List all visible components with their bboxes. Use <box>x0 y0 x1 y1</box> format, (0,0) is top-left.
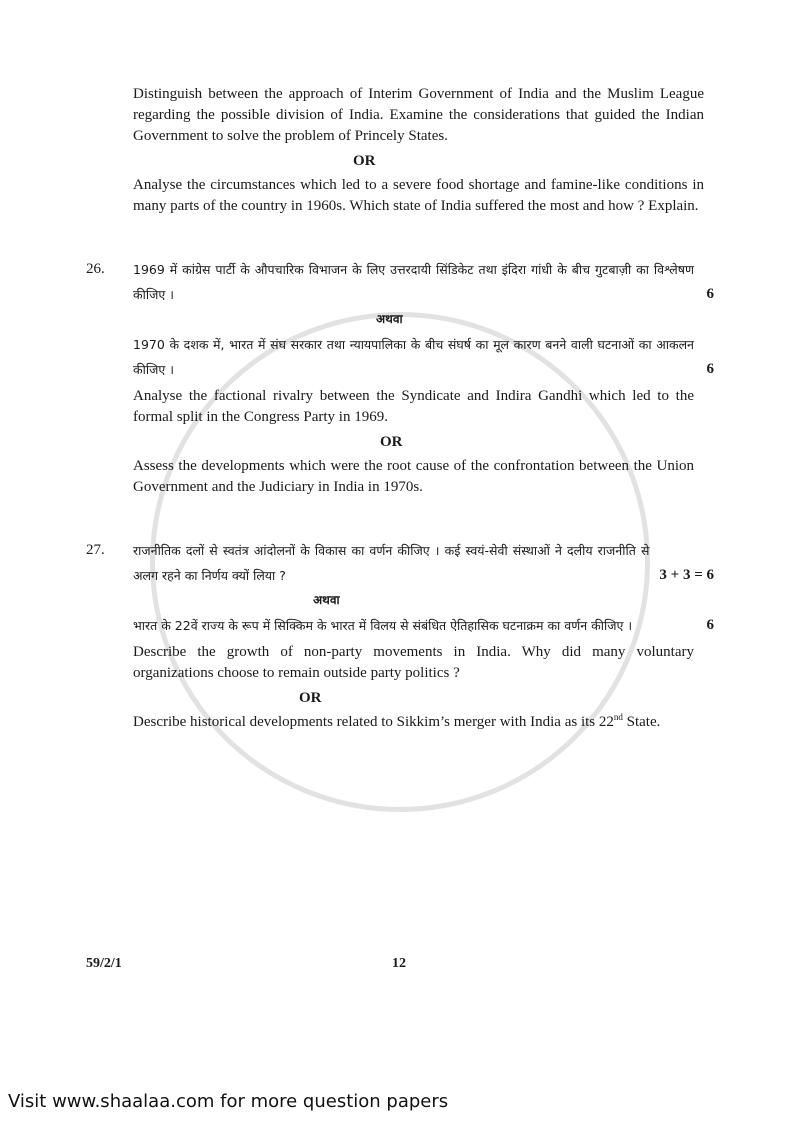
q26-row-english-b <box>86 456 714 498</box>
q26-hindi-a: 1969 में कांग्रेस पार्टी के औपचारिक विभाजन के लिए उत्तरदायी सिंडिकेट तथा इंदिरा गांधी के बीच गुटबाज़ी का विश्लेषण कीजिए । <box>133 262 694 302</box>
q27-row-english-a <box>86 642 714 684</box>
q27-row-hindi-a <box>86 538 714 588</box>
q27-row-hindi-b <box>86 613 714 638</box>
q27-row-english-b <box>86 712 714 733</box>
q27-mark-b: 6 <box>706 617 714 633</box>
q26-row-hindi-a <box>86 257 714 307</box>
q27-hindi-b: भारत के 22वें राज्य के रूप में सिक्किम के भारत में विलय से संबंधित ऐतिहासिक घटनाक्रम का वर्णन कीजिए । <box>133 618 633 633</box>
q27-english-a: Describe the growth of non-party movements in India. Why did many voluntary organizations choose to remain outside party politics ? <box>133 644 694 681</box>
q27-english-b <box>133 712 694 733</box>
q27-or-hindi-row <box>86 588 714 613</box>
q26-mark-a: 6 <box>706 286 714 302</box>
q27-or-row <box>86 684 714 712</box>
q25-row-a <box>86 84 714 147</box>
q26-mark-b: 6 <box>706 361 714 377</box>
q26-row-hindi-b <box>86 332 714 382</box>
q27-or-hindi: अथवा <box>313 593 340 607</box>
q26-or-hindi-row <box>86 307 714 332</box>
q27-english-b-text: Describe historical developments related to Sikkim’s merger with India as its 22 <box>133 714 614 730</box>
q26-number: 26. <box>86 261 105 277</box>
q25-english-b: Analyse the circumstances which led to a severe food shortage and famine-like conditions in many parts of the country in 1960s. Which state of India suffered the most and how ? Explain. <box>133 177 704 214</box>
q26-or: OR <box>380 434 403 450</box>
q27-hindi-a: राजनीतिक दलों से स्वतंत्र आंदोलनों के विकास का वर्णन कीजिए । कई स्वयं-सेवी संस्थाओं ने दलीय राजनीति से अलग रहने का निर्णय क्यों लिया ? <box>133 543 650 583</box>
q26-or-row <box>86 428 714 456</box>
q25-or-row <box>86 147 714 175</box>
q26-or-hindi: अथवा <box>376 312 403 326</box>
q25-or: OR <box>353 153 376 169</box>
questions-flow <box>86 84 714 733</box>
q27-mark-a: 3 + 3 = 6 <box>659 567 714 583</box>
q25-row-b <box>86 175 714 217</box>
promo-banner-link[interactable]: Visit www.shaalaa.com for more question papers <box>8 1091 449 1112</box>
q27-superscript: nd <box>613 712 623 722</box>
q26-english-b: Assess the developments which were the root cause of the confrontation between the Union Government and the Judiciary in India in 1970s. <box>133 458 694 495</box>
page-number: 12 <box>392 956 406 971</box>
q26-english-a: Analyse the factional rivalry between the Syndicate and Indira Gandhi which led to the formal split in the Congress Party in 1969. <box>133 388 694 425</box>
q26-hindi-b: 1970 के दशक में, भारत में संघ सरकार तथा न्यायपालिका के बीच संघर्ष का मूल कारण बनने वाली घटनाओं का आकलन कीजिए । <box>133 337 694 377</box>
paper-code: 59/2/1 <box>86 956 122 971</box>
q26-row-english-a <box>86 386 714 428</box>
q27-or: OR <box>299 690 322 706</box>
q27-english-b-end: State. <box>626 714 661 730</box>
q27-number: 27. <box>86 542 105 558</box>
q25-english-a: Distinguish between the approach of Interim Government of India and the Muslim League regarding the possible division of India. Examine the considerations that guided the Indian Government to solve the problem of Princely States. <box>133 86 704 144</box>
